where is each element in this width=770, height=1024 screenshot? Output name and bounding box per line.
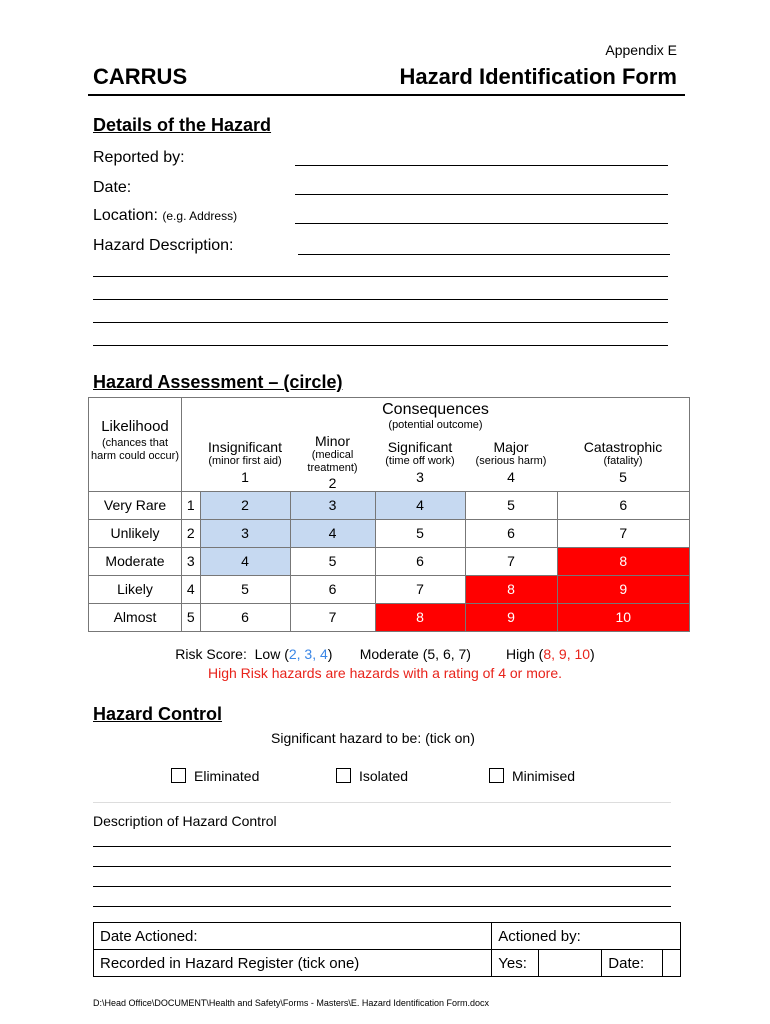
matrix-cell[interactable]: 4 — [290, 519, 375, 547]
column-label: Significant — [387, 438, 453, 455]
company-name: CARRUS — [93, 64, 188, 89]
risk-moderate: Moderate (5, 6, 7) — [359, 646, 471, 662]
likelihood-sub: (chances that harm could occur) — [90, 437, 180, 462]
hazard-description-field[interactable] — [298, 254, 670, 255]
form-title: Hazard Identification Form — [399, 64, 677, 89]
isolated-checkbox[interactable] — [336, 768, 351, 783]
matrix-cell[interactable]: 5 — [200, 575, 290, 603]
row-label: Moderate — [89, 547, 182, 575]
location-hint: (e.g. Address) — [162, 209, 238, 223]
risk-high-close: ) — [590, 646, 595, 662]
option-label: Minimised — [512, 768, 576, 784]
matrix-cell[interactable]: 7 — [375, 575, 465, 603]
matrix-cell[interactable]: 3 — [290, 491, 375, 519]
control-description-line[interactable] — [93, 906, 671, 907]
assessment-heading: Hazard Assessment – (circle) — [93, 372, 343, 392]
column-label: Catastrophic — [583, 438, 663, 455]
consequences-label: Consequences — [382, 401, 489, 419]
row-label: Very Rare — [89, 491, 182, 519]
column-sub: (fatality) — [603, 454, 643, 467]
header-rule — [88, 94, 685, 96]
hazard-description-line[interactable] — [93, 345, 668, 346]
column-num: 5 — [619, 468, 627, 485]
reported-by-field[interactable] — [295, 165, 668, 166]
actioned-by-cell[interactable] — [492, 923, 681, 950]
control-heading: Hazard Control — [93, 704, 223, 724]
likelihood-label: Likelihood — [101, 418, 169, 435]
risk-low-values: 2, 3, 4 — [288, 646, 328, 662]
hazard-description-line[interactable] — [93, 276, 668, 277]
file-path-footer: D:\Head Office\DOCUMENT\Health and Safety\Forms - Masters\E. Hazard Identification Form.docx — [93, 998, 489, 1008]
option-eliminated[interactable] — [171, 768, 259, 784]
row-label: Unlikely — [89, 519, 182, 547]
matrix-cell[interactable]: 4 — [200, 547, 290, 575]
action-table — [93, 922, 681, 977]
option-label: Eliminated — [194, 768, 260, 784]
control-description-line[interactable] — [93, 846, 671, 847]
location-field[interactable] — [295, 223, 668, 224]
column-num: 1 — [241, 468, 249, 485]
date-actioned-cell[interactable] — [94, 923, 492, 950]
eliminated-checkbox[interactable] — [171, 768, 186, 783]
matrix-cell[interactable]: 9 — [557, 575, 690, 603]
actioned-by-label: Actioned by: — [498, 927, 581, 945]
control-description-label: Description of Hazard Control — [93, 813, 277, 829]
column-num: 3 — [416, 468, 424, 485]
risk-low-label: Low ( — [254, 646, 289, 662]
hazard-description-line[interactable] — [93, 322, 668, 323]
control-description-line[interactable] — [93, 886, 671, 887]
matrix-row — [89, 519, 690, 547]
column-num: 2 — [328, 474, 337, 491]
column-num: 4 — [507, 468, 515, 485]
yes-label-cell — [492, 950, 539, 977]
column-label: Insignificant — [208, 438, 282, 455]
register-date-field[interactable] — [663, 950, 681, 977]
matrix-cell[interactable]: 8 — [465, 575, 557, 603]
column-sub: (minor first aid) — [208, 454, 282, 467]
consequences-sub: (potential outcome) — [388, 419, 483, 432]
column-header — [200, 433, 290, 492]
column-sub: (serious harm) — [475, 454, 547, 467]
matrix-cell[interactable]: 10 — [557, 603, 690, 631]
minimised-checkbox[interactable] — [489, 768, 504, 783]
option-isolated[interactable] — [336, 768, 408, 784]
row-num: 2 — [182, 519, 201, 547]
recorded-cell — [94, 950, 492, 977]
matrix-cell[interactable]: 2 — [200, 491, 290, 519]
location-label-text: Location: — [93, 207, 158, 224]
date-label: Date: — [93, 179, 132, 196]
column-header — [375, 433, 465, 492]
divider — [93, 802, 671, 803]
column-sub: (time off work) — [385, 454, 455, 467]
date-actioned-label: Date Actioned: — [100, 927, 198, 945]
matrix-row — [89, 575, 690, 603]
matrix-cell[interactable]: 6 — [290, 575, 375, 603]
date-field[interactable] — [295, 194, 668, 195]
date-label-cell — [602, 950, 663, 977]
matrix-row — [89, 491, 690, 519]
matrix-cell[interactable]: 5 — [465, 491, 557, 519]
matrix-cell[interactable]: 7 — [465, 547, 557, 575]
matrix-cell[interactable]: 6 — [557, 491, 690, 519]
significant-label: Significant hazard to be: (tick on) — [271, 730, 475, 746]
matrix-cell[interactable]: 5 — [375, 519, 465, 547]
matrix-row — [89, 603, 690, 631]
matrix-cell[interactable]: 4 — [375, 491, 465, 519]
matrix-cell[interactable]: 8 — [375, 603, 465, 631]
column-header — [557, 433, 690, 492]
option-minimised[interactable] — [489, 768, 575, 784]
hazard-description-line[interactable] — [93, 299, 668, 300]
risk-matrix — [88, 397, 690, 632]
yes-label: Yes: — [498, 954, 527, 972]
matrix-cell[interactable]: 8 — [557, 547, 690, 575]
appendix-label: Appendix E — [605, 42, 677, 58]
matrix-cell[interactable]: 7 — [557, 519, 690, 547]
risk-score-label: Risk Score: — [175, 646, 247, 662]
matrix-row — [89, 547, 690, 575]
yes-field[interactable] — [539, 950, 602, 977]
row-label: Almost — [89, 603, 182, 631]
hazard-description-label: Hazard Description: — [93, 237, 234, 254]
risk-high-label: High ( — [505, 646, 544, 662]
column-label: Major — [493, 438, 529, 455]
control-description-line[interactable] — [93, 866, 671, 867]
risk-high-values: 8, 9, 10 — [543, 646, 591, 662]
high-risk-note: High Risk hazards are hazards with a rating of 4 or more. — [207, 665, 563, 681]
risk-score-line — [0, 646, 770, 662]
column-label: Minor — [314, 432, 350, 449]
matrix-cell[interactable]: 6 — [375, 547, 465, 575]
row-num: 1 — [182, 491, 201, 519]
matrix-cell[interactable]: 7 — [290, 603, 375, 631]
consequences-header — [182, 398, 690, 433]
recorded-label: Recorded in Hazard Register (tick one) — [100, 954, 360, 972]
row-label: Likely — [89, 575, 182, 603]
reported-by-label: Reported by: — [93, 149, 185, 166]
location-label — [93, 207, 237, 225]
matrix-cell[interactable]: 9 — [465, 603, 557, 631]
column-header — [465, 433, 557, 492]
matrix-cell[interactable]: 5 — [290, 547, 375, 575]
details-heading: Details of the Hazard — [93, 115, 272, 135]
row-num: 5 — [182, 603, 201, 631]
matrix-cell[interactable]: 6 — [465, 519, 557, 547]
risk-low-close: ) — [327, 646, 333, 662]
row-num: 3 — [182, 547, 201, 575]
row-num: 4 — [182, 575, 201, 603]
register-date-label: Date: — [608, 954, 645, 972]
option-label: Isolated — [359, 768, 409, 784]
likelihood-header — [89, 398, 182, 492]
matrix-cell[interactable]: 6 — [200, 603, 290, 631]
matrix-cell[interactable]: 3 — [200, 519, 290, 547]
column-header — [290, 433, 375, 492]
column-sub: (medical treatment) — [307, 448, 358, 474]
